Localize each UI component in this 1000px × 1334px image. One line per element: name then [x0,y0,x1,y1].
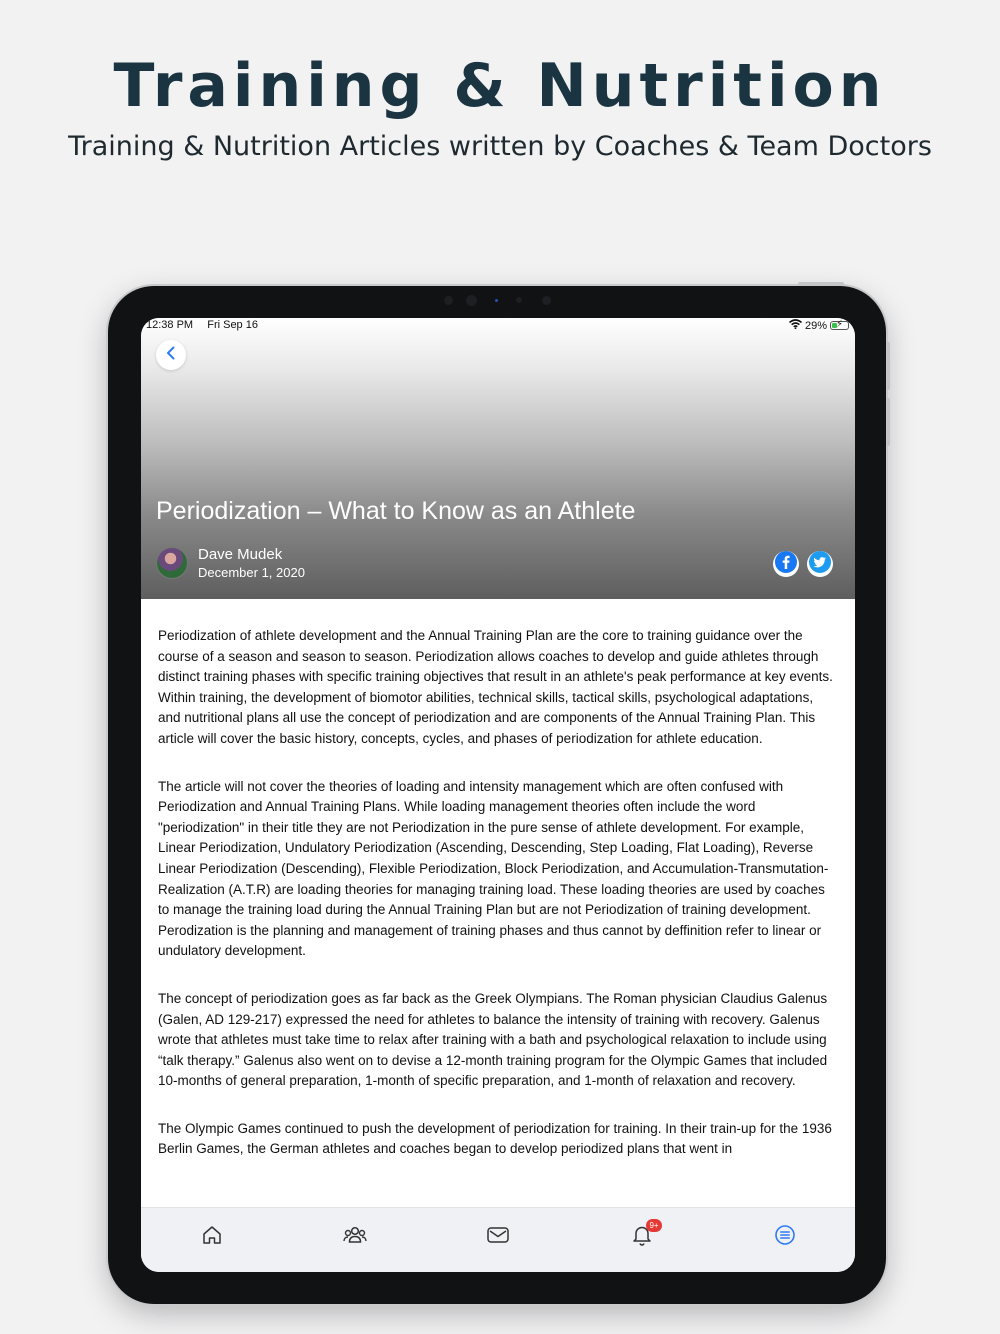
article-paragraph: The concept of periodization goes as far back as the Greek Olympians. The Roman physician Claudius Galenus (Galen, AD 129-217) expressed the need for athletes to balance the intensity of training with recovery. Galenus wrote that athletes must take time to relax after training with a bath and psychological relaxation to include using “talk therapy.” Galenus also went on to devise a 12-month training program for the Olympic Games that included 10-months of general preparation, 1-month of specific preparation, and 1-month of relaxation and recovery. [158,990,828,1089]
status-bar-right [789,319,849,332]
articles-icon [774,1224,796,1251]
status-time: 12:38 PM [146,319,194,331]
sensor-dot [495,299,498,302]
sensor-dot [542,296,551,305]
author-avatar [156,547,188,579]
article-date: December 1, 2020 [198,565,305,580]
back-button[interactable] [156,340,186,370]
community-icon [342,1224,368,1251]
camera-dot [444,296,453,305]
article-title: Periodization – What to Know as an Athlete [156,497,636,525]
sensor-dot [516,297,522,303]
chevron-left-icon [165,346,177,365]
home-icon [201,1224,223,1251]
twitter-share-button[interactable] [807,551,833,577]
mail-icon [486,1225,510,1250]
volume-up-button [886,342,890,390]
promo-title: Training & Nutrition [113,51,887,121]
camera-lens [466,295,477,306]
battery-percent: 29% [804,319,827,332]
article-body[interactable] [158,626,838,1206]
article-paragraph: Periodization of athlete development and the Annual Training Plan are the core to training guidance over the course of a season and season to season. Periodization allows coaches to develop and guide athletes through distinct training phases with specific training objectives that result in an athlete's peak performance at key events. Within training, the development of biomotor abilities, technical skills, tactical skills, psychological adaptations, and nutritional plans all use the concept of periodization and are components of the Annual Training Plan. This article will cover the basic history, concepts, cycles, and phases of periodization for athlete education. [158,628,833,746]
app-screen [141,318,855,1272]
status-bar-time [146,319,258,331]
top-button [798,282,844,286]
notification-badge: 9+ [646,1219,662,1232]
twitter-icon [807,549,833,580]
volume-down-button [886,398,890,446]
promo-subtitle: Training & Nutrition Articles written by Coaches & Team Doctors [68,131,932,162]
battery-icon: ⚡ [830,321,849,330]
tab-community[interactable] [340,1222,370,1252]
tablet-device-frame [108,286,886,1304]
facebook-share-button[interactable] [773,551,799,577]
tab-home[interactable] [197,1222,227,1252]
article-paragraph: The Olympic Games continued to push the development of periodization for training. In their train-up for the 1936 Berlin Games, the German athletes and coaches began to develop periodized plans that went in [158,1120,832,1157]
author-name: Dave Mudek [198,546,283,563]
article-hero [141,318,855,599]
bottom-tab-bar [141,1207,855,1272]
tab-notifications[interactable] [627,1222,657,1252]
tab-messages[interactable] [483,1222,513,1252]
facebook-icon [773,549,799,580]
status-date: Fri Sep 16 [207,319,258,331]
tab-articles[interactable] [770,1222,800,1252]
article-paragraph: The article will not cover the theories of loading and intensity management which are often confused with Periodization and Annual Training Plans. While loading management theories often include the word "periodization" in their title they are not Periodization in the pure sense of athlete development. For example, Linear Periodization, Undulatory Periodization (Ascending, Descending, Step Loading, Flat Loading), Reverse Linear Periodization (Descending), Flexible Periodization, Block Periodization, and Accumulation-Transmutation-Realization (A.T.R) are loading theories for managing training load. These loading theories are used by coaches to manage the training load during the Annual Training Plan but are not Periodization of training development. Perodization is the planning and management of training phases and thus cannot by deffinition refer to linear or undulatory development. [158,778,829,959]
wifi-icon [789,319,802,332]
